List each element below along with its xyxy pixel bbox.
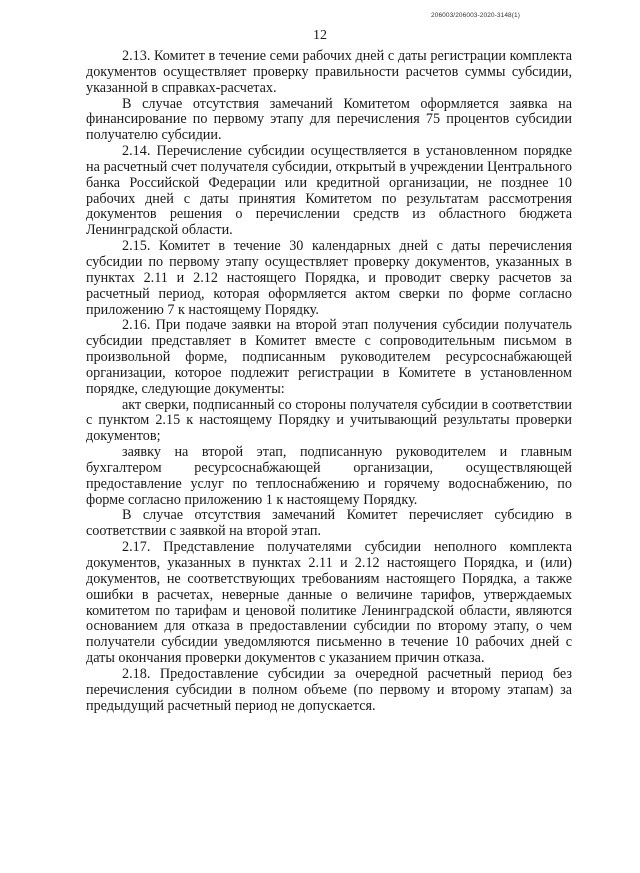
paragraph-2-13-note: В случае отсутствия замечаний Комитетом оформляется заявка на финансирование по первому этапу для перечисления 75 процентов субсидии получателю субсидии. xyxy=(86,95,572,144)
page-number: 12 xyxy=(313,28,327,43)
document-id: 206003/206003-2020-3148(1) xyxy=(431,12,520,19)
paragraph-2-13: 2.13. Комитет в течение семи рабочих дней с даты регистрации комплекта документов осуществляет проверку правильности расчетов суммы субсидии, указанной в справках-расчетах. xyxy=(86,48,572,96)
paragraph-2-16-note: В случае отсутствия замечаний Комитет перечисляет субсидию в соответствии с заявкой на второй этап. xyxy=(86,507,572,540)
paragraph-2-18: 2.18. Предоставление субсидии за очередной расчетный период без перечисления субсидии в полном объеме (по первому и второму этапам) за предыдущий расчетный период не допускается. xyxy=(86,665,572,714)
paragraph-2-16: 2.16. При подаче заявки на второй этап получения субсидии получатель субсидии представляет в Комитет вместе с сопроводительным письмом в произвольной форме, подписанным руководителем ресурсоснабжающей организации, которое подлежит регистрации в Комитете в установленном порядке, следующие документы: xyxy=(86,317,572,397)
paragraph-2-15: 2.15. Комитет в течение 30 календарных дней с даты перечисления субсидии по первому этапу осуществляет проверку документов, указанных в пунктах 2.11 и 2.12 настоящего Порядка, и проводит сверку расчетов за расчетный период, которая оформляется актом сверки по форме согласно приложению 7 к настоящему Порядку. xyxy=(86,238,572,318)
paragraph-2-17: 2.17. Представление получателями субсидии неполного комплекта документов, указанных в пунктах 2.11 и 2.12 настоящего Порядка, и (или) документов, не соответствующих требованиям настоящего Порядка, а также ошибки в расчетах, неверные данные о величине тарифов, утверждаемых комитетом по тарифам и ценовой политике Ленинградской области, являются основанием для отказа в предоставлении субсидии по второму этапу, о чем получатели субсидии уведомляются письменно в течение 10 рабочих дней с даты окончания проверки документов с указанием причин отказа. xyxy=(86,539,572,667)
paragraph-2-16-act: акт сверки, подписанный со стороны получателя субсидии в соответствии с пунктом 2.15 к настоящему Порядку и учитывающий результаты проверки документов; xyxy=(86,396,572,445)
paragraph-2-16-application: заявку на второй этап, подписанную руководителем и главным бухгалтером ресурсоснабжающей организации, осуществляющей предоставление услуг по теплоснабжению и горячему водоснабжению, по форме согласно приложению 1 к настоящему Порядку. xyxy=(86,444,572,508)
paragraph-2-14: 2.14. Перечисление субсидии осуществляется в установленном порядке на расчетный счет получателя субсидии, открытый в учреждении Центрального банка Российской Федерации или кредитной организации, не позднее 10 рабочих дней с даты принятия Комитетом по результатам рассмотрения документов решения о перечислении средств из областного бюджета Ленинградской области. xyxy=(86,143,572,239)
document-body xyxy=(86,49,572,714)
